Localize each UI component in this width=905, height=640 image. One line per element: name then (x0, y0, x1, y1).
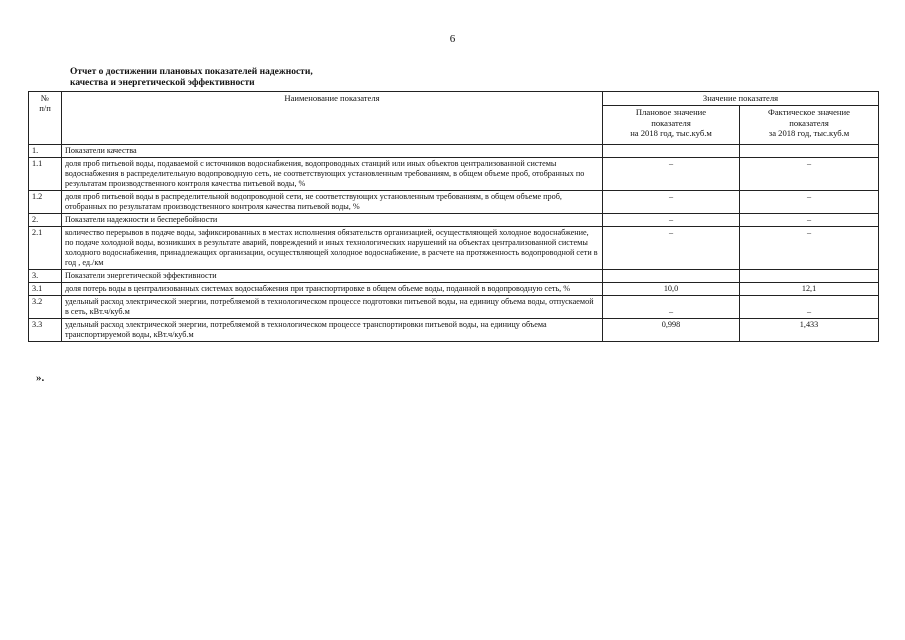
table-row (29, 270, 879, 283)
row-fact: 1,433 (740, 319, 879, 342)
row-name: Показатели энергетической эффективности (62, 270, 603, 283)
row-num: 3.1 (29, 283, 62, 296)
header-plan-line-2: показателя (651, 117, 691, 128)
row-fact (740, 270, 879, 283)
header-num (29, 92, 62, 145)
row-name: доля потерь воды в централизованных системах водоснабжения при транспортировке в общем объеме воды, поданной в водопроводную сеть, % (62, 283, 603, 296)
header-fact-line-1: Фактическое значение (768, 107, 850, 117)
row-plan: – (603, 214, 740, 227)
row-plan: 10,0 (603, 283, 740, 296)
row-plan (603, 145, 740, 158)
row-fact (740, 145, 879, 158)
row-num: 2. (29, 214, 62, 227)
row-num: 1.1 (29, 158, 62, 191)
row-plan: 0,998 (603, 319, 740, 342)
row-plan (603, 270, 740, 283)
table-row (29, 319, 879, 342)
indicators-table (28, 91, 879, 342)
row-name: количество перерывов в подаче воды, зафиксированных в местах исполнения обязательств организацией, осуществляющей холодное водоснабжение, по подаче холодной воды, возникших в результате аварий, повреждений и иных технологических нарушений на объектах централизованной системы холодного водоснабжения, принадлежащих организации, осуществляющей холодное водоснабжение, в расчете на протяженность водопроводной сети в год , ед./км (62, 227, 603, 270)
row-fact: – (740, 158, 879, 191)
table-row (29, 227, 879, 270)
row-num: 3. (29, 270, 62, 283)
row-fact: – (740, 191, 879, 214)
header-row (29, 92, 879, 106)
row-plan: – (603, 191, 740, 214)
row-fact: – (740, 227, 879, 270)
row-name: доля проб питьевой воды в распределительной водопроводной сети, не соответствующих установленным требованиям, в общем объеме проб, отобранных по результатам производственного контроля качества питьевой воды, % (62, 191, 603, 214)
row-name: доля проб питьевой воды, подаваемой с источников водоснабжения, водопроводных станций или иных объектов централизованной системы водоснабжения в распределительную водопроводную сеть, не соответствующих установленным требованиям, в общем объеме проб, отобранных по результатам производственного контроля качества питьевой воды, % (62, 158, 603, 191)
header-fact (740, 106, 879, 145)
report-title-line-1: Отчет о достижении плановых показателей надежности, (70, 67, 313, 77)
header-value-group: Значение показателя (603, 92, 879, 106)
header-name: Наименование показателя (62, 92, 603, 145)
header-fact-line-2: показателя (789, 117, 829, 128)
row-fact: 12,1 (740, 283, 879, 296)
page-number: 6 (449, 33, 456, 45)
table-row (29, 296, 879, 319)
header-fact-line-3: за 2018 год, тыс.куб.м (768, 128, 850, 138)
row-num: 2.1 (29, 227, 62, 270)
row-plan: – (603, 158, 740, 191)
row-fact: – (740, 296, 879, 319)
row-num: 3.3 (29, 319, 62, 342)
row-num: 3.2 (29, 296, 62, 319)
table-row (29, 145, 879, 158)
row-name: Показатели качества (62, 145, 603, 158)
table-row (29, 214, 879, 227)
row-plan: – (603, 227, 740, 270)
table-row (29, 283, 879, 296)
row-num: 1.2 (29, 191, 62, 214)
report-title (70, 67, 313, 89)
header-num-line-2: п/п (39, 103, 51, 113)
header-plan-line-3: на 2018 год, тыс.куб.м (630, 128, 712, 138)
header-plan (603, 106, 740, 145)
table-row (29, 158, 879, 191)
row-name: удельный расход электрической энергии, потребляемой в технологическом процессе транспортировки питьевой воды, на единицу объема транспортируемой воды, кВт.ч/куб.м (62, 319, 603, 342)
row-num: 1. (29, 145, 62, 158)
header-plan-line-1: Плановое значение (635, 107, 707, 117)
row-name: удельный расход электрической энергии, потребляемой в технологическом процессе подготовки питьевой воды, на единицу объема воды, отпускаемой в сеть, кВт.ч/куб.м (62, 296, 603, 319)
header-num-line-1: № (40, 93, 50, 103)
report-title-line-2: качества и энергетической эффективности (70, 78, 255, 88)
row-plan: – (603, 296, 740, 319)
row-name: Показатели надежности и бесперебойности (62, 214, 603, 227)
closing-quote-mark: ». (36, 372, 45, 384)
table-row (29, 191, 879, 214)
row-fact: – (740, 214, 879, 227)
